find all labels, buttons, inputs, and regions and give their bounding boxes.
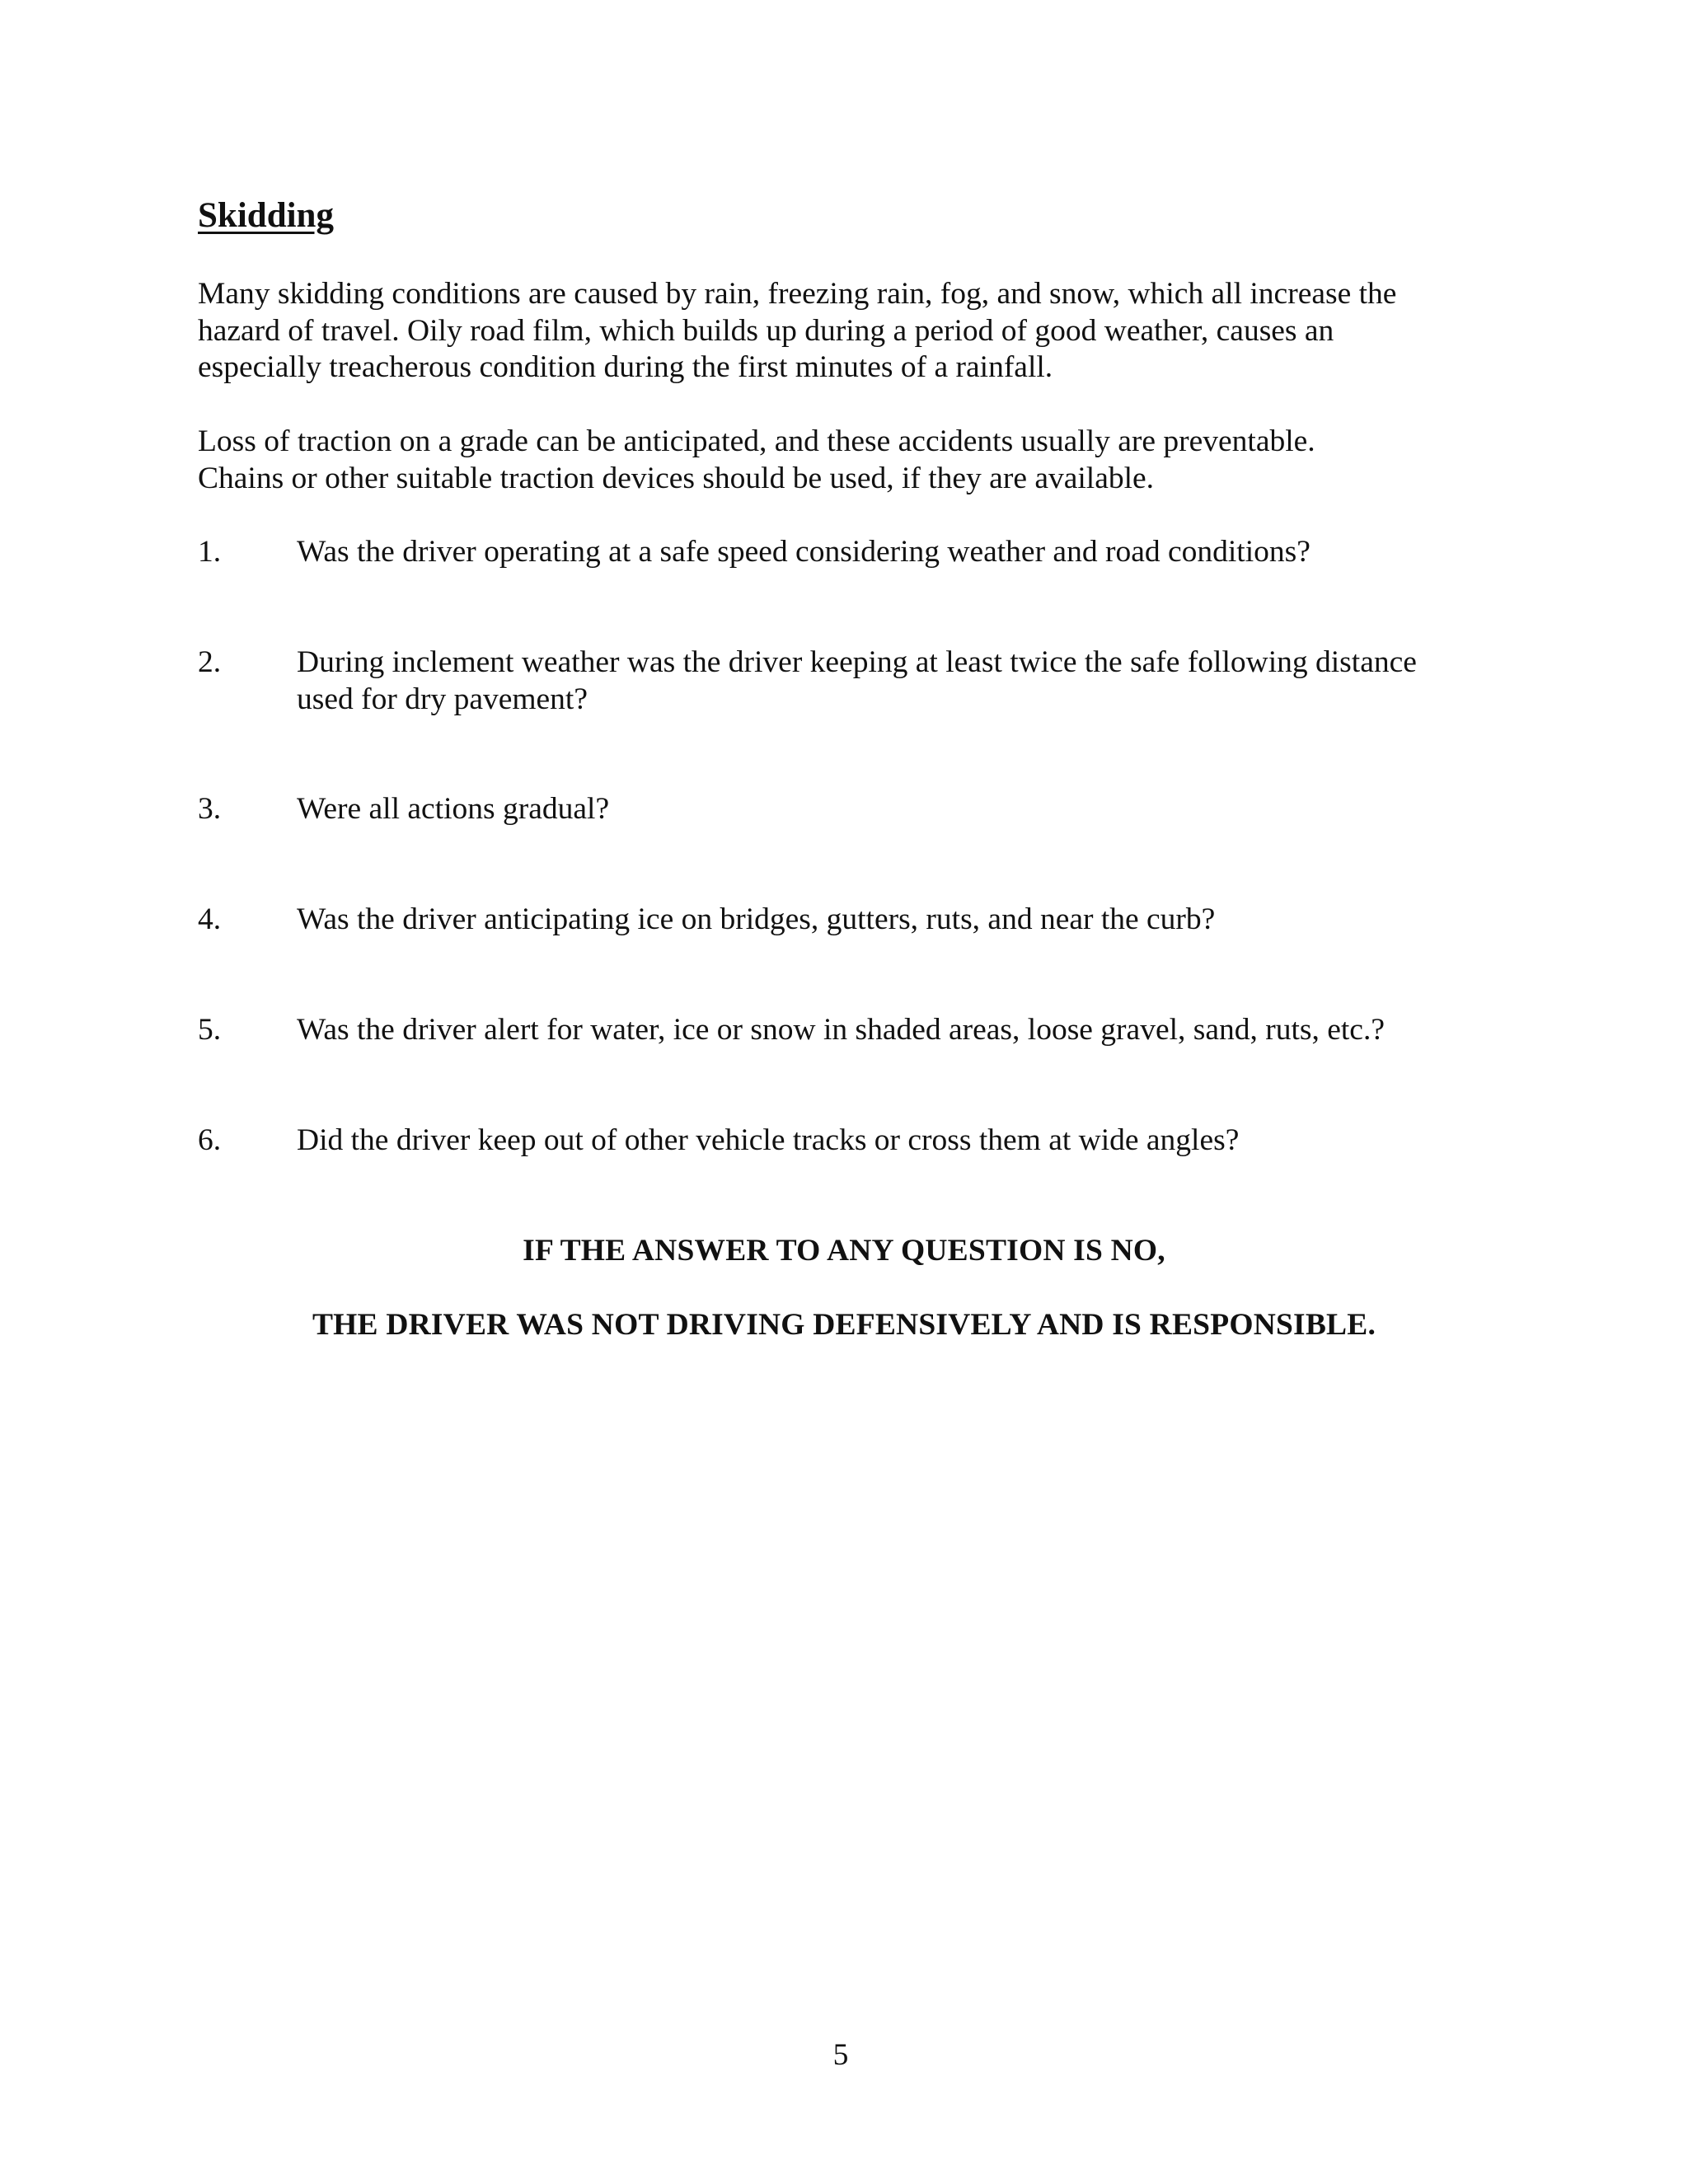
question-number: 1. xyxy=(198,535,222,569)
question-number: 5. xyxy=(198,1013,222,1047)
intro-paragraph: Many skidding conditions are caused by rain, freezing rain, fog, and snow, which all increase the hazard of travel. Oily road film, which builds up during a period of good weather, causes an especially treacherous condition during the first minutes of a rainfall. xyxy=(198,277,1397,384)
notice-line: THE DRIVER WAS NOT DRIVING DEFENSIVELY AND IS RESPONSIBLE. xyxy=(312,1308,1376,1342)
question-number: 2. xyxy=(198,645,222,679)
question-number: 3. xyxy=(198,792,222,826)
question-number: 6. xyxy=(198,1123,222,1157)
question-text: Was the driver anticipating ice on bridges, gutters, ruts, and near the curb? xyxy=(297,902,1216,936)
section-heading: Skidding xyxy=(198,196,334,235)
traction-paragraph: Loss of traction on a grade can be anticipated, and these accidents usually are preventable. Chains or other suitable traction devices should be used, if they are available. xyxy=(198,424,1315,495)
notice-line: IF THE ANSWER TO ANY QUESTION IS NO, xyxy=(523,1234,1165,1268)
question-text: During inclement weather was the driver keeping at least twice the safe following distance used for dry pavement? xyxy=(297,645,1417,716)
question-text: Did the driver keep out of other vehicle tracks or cross them at wide angles? xyxy=(297,1123,1240,1157)
question-number: 4. xyxy=(198,902,222,936)
question-text: Were all actions gradual? xyxy=(297,792,610,826)
page-number: 5 xyxy=(832,2038,849,2072)
question-text: Was the driver alert for water, ice or snow in shaded areas, loose gravel, sand, ruts, etc.? xyxy=(297,1013,1385,1047)
question-text: Was the driver operating at a safe speed considering weather and road conditions? xyxy=(297,535,1311,569)
